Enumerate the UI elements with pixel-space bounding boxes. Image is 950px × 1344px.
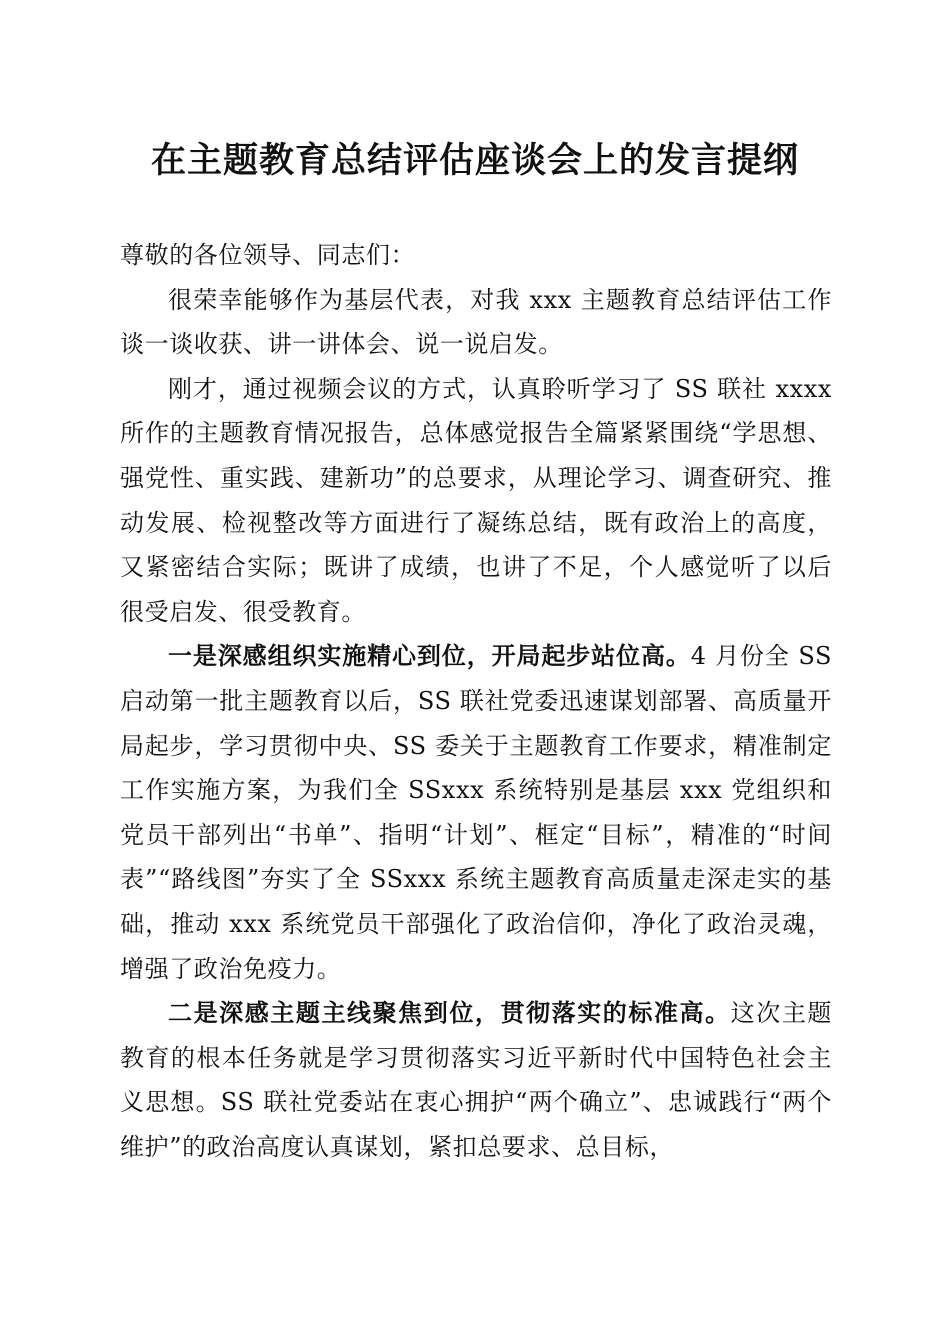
- paragraph-2-text: 刚才，通过视频会议的方式，认真聆听学习了 SS 联社 xxxx 所作的主题教育情况报告，总体感觉报告全篇紧紧围绕“学思想、强党性、重实践、建新功”的总要求，从理论学习、调查研究、推动发展、检视整改等方面进行了凝练总结，既有政治上的高度，又紧密结合实际；既讲了成绩，也讲了不足，个人感觉听了以后很受启发、很受教育。: [120, 374, 832, 626]
- paragraph-3-lead: 一是深感组织实施精心到位，开局起步站位高。: [168, 641, 691, 671]
- paragraph-4-text: 这次主题教育的根本任务就是学习贯彻落实习近平新时代中国特色社会主义思想。SS 联社党委站在衷心拥护“两个确立”、忠诚践行“两个维护”的政治高度认真谋划，紧扣总要求、总目标，: [120, 999, 832, 1161]
- paragraph-4: [120, 991, 832, 1169]
- salutation: 尊敬的各位领导、同志们：: [120, 241, 416, 269]
- document-title: 在主题教育总结评估座谈会上的发言提纲: [150, 140, 799, 181]
- paragraph-1-text: 很荣幸能够作为基层代表，对我 xxx 主题教育总结评估工作谈一谈收获、讲一讲体会、说一说启发。: [120, 285, 832, 359]
- document-body: [120, 233, 832, 1169]
- paragraph-3: [120, 634, 832, 991]
- paragraph-1: [120, 278, 832, 367]
- paragraph-4-lead: 二是深感主题主线聚焦到位，贯彻落实的标准高。: [168, 998, 731, 1028]
- paragraph-2: [120, 367, 832, 635]
- paragraph-3-text: 4 月份全 SS 启动第一批主题教育以后，SS 联社党委迅速谋划部署、高质量开局起步，学习贯彻中央、SS 委关于主题教育工作要求，精准制定工作实施方案，为我们全 SSxxx 系统特别是基层 xxx 党组织和党员干部列出“书单”、指明“计划”、框定“目标”，精准的“时间表”“路线图”夯实了全 SSxxx 系统主题教育高质量走深走实的基础，推动 xxx 系统党员干部强化了政治信仰，净化了政治灵魂，增强了政治免疫力。: [120, 642, 832, 983]
